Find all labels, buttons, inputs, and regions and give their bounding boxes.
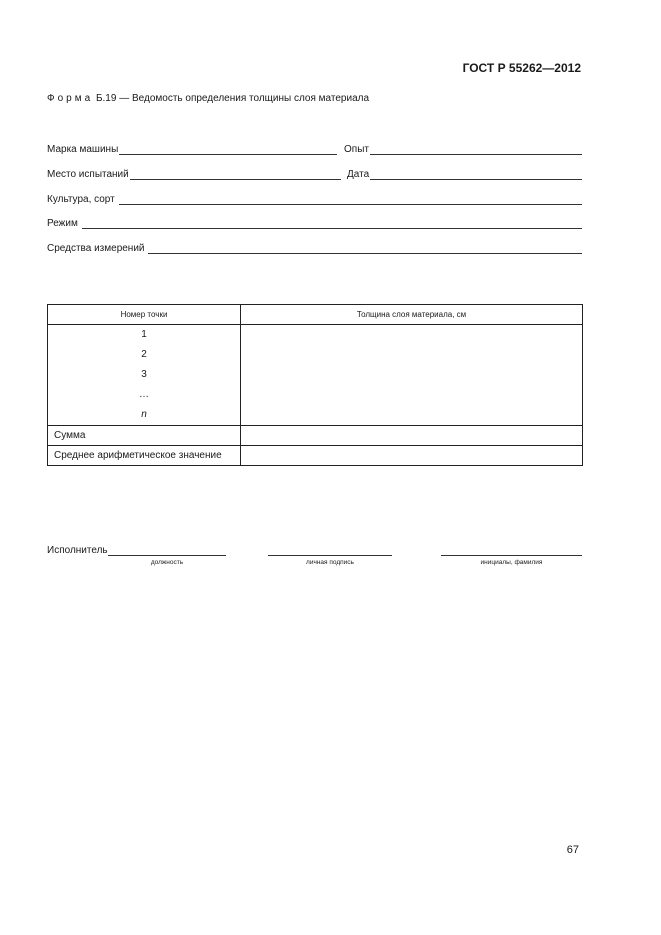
mean-row xyxy=(48,446,583,466)
date-field[interactable] xyxy=(347,166,582,180)
mode-field[interactable] xyxy=(47,215,582,229)
mean-label: Среднее арифметическое значение xyxy=(48,446,241,466)
test-place-line[interactable] xyxy=(130,169,341,180)
point-label: … xyxy=(139,389,149,400)
thickness-values-cell[interactable] xyxy=(241,325,583,426)
date-line[interactable] xyxy=(370,169,582,180)
test-place-label: Место испытаний xyxy=(47,169,129,180)
measuring-tools-line[interactable] xyxy=(148,243,582,254)
points-cell xyxy=(48,325,241,426)
position-line[interactable] xyxy=(108,554,226,556)
crop-variety-label: Культура, сорт xyxy=(47,194,115,205)
thickness-header: Толщина слоя материала, см xyxy=(241,305,583,325)
experiment-field[interactable] xyxy=(344,141,582,155)
sum-label: Сумма xyxy=(48,426,241,446)
machine-brand-line[interactable] xyxy=(119,144,337,155)
sum-row xyxy=(48,426,583,446)
point-label: 1 xyxy=(141,329,147,340)
crop-variety-line[interactable] xyxy=(119,194,582,205)
signature-line[interactable] xyxy=(268,554,392,556)
test-place-field[interactable] xyxy=(47,166,341,180)
point-label: 3 xyxy=(141,369,147,380)
mode-label: Режим xyxy=(47,218,78,229)
point-label: n xyxy=(141,409,147,420)
crop-variety-field[interactable] xyxy=(47,191,582,205)
position-caption: должность xyxy=(150,559,184,566)
page-number: 67 xyxy=(566,844,579,856)
points-row xyxy=(48,325,583,426)
date-label: Дата xyxy=(347,169,370,180)
full-name-line[interactable] xyxy=(441,554,582,556)
full-name-caption: инициалы, фамилия xyxy=(480,559,543,566)
experiment-label: Опыт xyxy=(344,144,369,155)
table-header-row xyxy=(48,305,583,325)
measuring-tools-field[interactable] xyxy=(47,240,582,254)
experiment-line[interactable] xyxy=(370,144,582,155)
form-title-prefix: Форма xyxy=(47,93,94,104)
machine-brand-label: Марка машины xyxy=(47,144,119,155)
point-label: 2 xyxy=(141,349,147,360)
sum-value-cell[interactable] xyxy=(241,426,583,446)
performer-label: Исполнитель xyxy=(47,545,108,556)
measurement-table xyxy=(47,304,583,466)
point-number-header: Номер точки xyxy=(48,305,241,325)
form-title xyxy=(47,93,369,104)
form-title-text: Б.19 — Ведомость определения толщины слоя материала xyxy=(93,93,370,104)
measuring-tools-label: Средства измерений xyxy=(47,243,145,254)
machine-brand-field[interactable] xyxy=(47,141,337,155)
mode-line[interactable] xyxy=(82,218,582,229)
standard-code: ГОСТ Р 55262—2012 xyxy=(462,61,581,75)
mean-value-cell[interactable] xyxy=(241,446,583,466)
signature-caption: личная подпись xyxy=(306,559,354,566)
